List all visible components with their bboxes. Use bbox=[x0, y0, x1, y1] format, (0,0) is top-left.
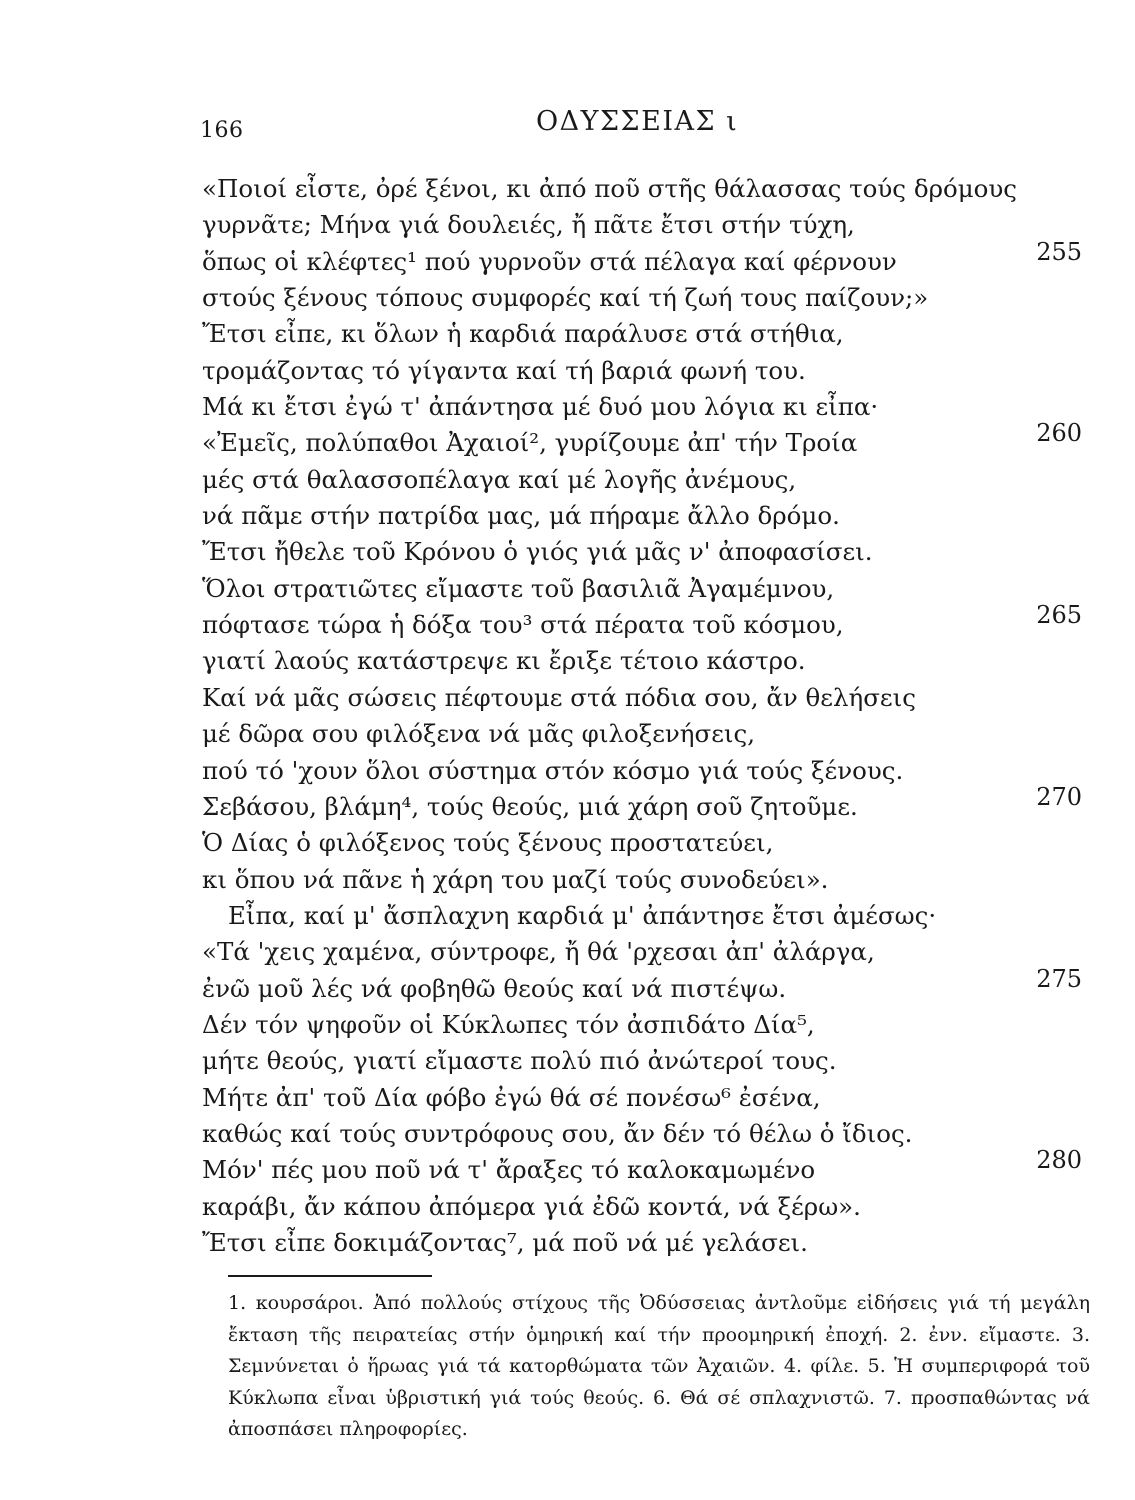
verse-line bbox=[202, 753, 1082, 789]
verse-line bbox=[202, 1189, 1082, 1225]
line-number: 255 bbox=[1036, 237, 1082, 266]
line-number: 270 bbox=[1036, 782, 1082, 811]
verse-text: τρομάζοντας τό γίγαντα καί τή βαριά φωνή του. bbox=[202, 355, 806, 385]
verse-line bbox=[202, 1146, 1082, 1188]
verse-text: Δέν τόν ψηφοῦν οἱ Κύκλωπες τόν ἀσπιδάτο Δία⁵, bbox=[202, 1009, 815, 1039]
verse-text: μήτε θεούς, γιατί εἴμαστε πολύ πιό ἀνώτεροί τους. bbox=[202, 1046, 837, 1076]
verse-text: γιατί λαούς κατάστρεψε κι ἔριξε τέτοιο κάστρο. bbox=[202, 646, 806, 676]
page-number: 166 bbox=[200, 118, 244, 143]
verse-line bbox=[202, 571, 1082, 607]
verse-line bbox=[202, 1043, 1082, 1079]
verse-line bbox=[202, 964, 1082, 1007]
verse-line bbox=[202, 237, 1082, 280]
line-number: 265 bbox=[1036, 601, 1082, 630]
running-head: ΟΔΥΣΣΕΙΑΣ ι bbox=[536, 106, 739, 137]
verse-text: ἐνῶ μοῦ λές νά φοβηθῶ θεούς καί νά πιστέψω. bbox=[202, 973, 787, 1003]
verse-text: στούς ξένους τόπους συμφορές καί τή ζωή τους παίζουν;» bbox=[202, 283, 929, 313]
verse-line bbox=[202, 680, 1082, 716]
verse-text: ὅπως οἱ κλέφτες¹ πού γυρνοῦν στά πέλαγα καί φέρνουν bbox=[202, 246, 897, 276]
verse-line bbox=[202, 171, 1082, 207]
line-number: 260 bbox=[1036, 419, 1082, 448]
verse-line bbox=[202, 898, 1082, 934]
verse-text: καθώς καί τούς συντρόφους σου, ἄν δέν τό θέλω ὁ ἴδιος. bbox=[202, 1118, 913, 1148]
verse-line bbox=[202, 389, 1082, 425]
line-number: 280 bbox=[1036, 1146, 1082, 1175]
verse-line bbox=[202, 419, 1082, 461]
verse-line bbox=[202, 1080, 1082, 1116]
verse-text: Μήτε ἀπ' τοῦ Δία φόβο ἐγώ θά σέ πονέσω⁶ ἐσένα, bbox=[202, 1082, 821, 1112]
verse-text: Καί νά μᾶς σώσεις πέφτουμε στά πόδια σου, ἄν θελήσεις bbox=[202, 682, 916, 712]
verse-text: Μόν' πές μου ποῦ νά τ' ἄραξες τό καλοκαμωμένο bbox=[202, 1155, 816, 1185]
verse-text: Ἔτσι ἤθελε τοῦ Κρόνου ὁ γιός γιά μᾶς ν' ἀποφασίσει. bbox=[202, 537, 873, 567]
verse-text: κι ὅπου νά πᾶνε ἡ χάρη του μαζί τούς συνοδεύει». bbox=[202, 864, 829, 894]
verse-text: Μά κι ἔτσι ἐγώ τ' ἀπάντησα μέ δυό μου λόγια κι εἶπα· bbox=[202, 392, 879, 422]
verse-text: «Ἐμεῖς, πολύπαθοι Ἀχαιοί², γυρίζουμε ἀπ' τήν Τροία bbox=[202, 428, 858, 458]
verse-text: Ὅλοι στρατιῶτες εἴμαστε τοῦ βασιλιᾶ Ἀγαμέμνου, bbox=[202, 573, 835, 603]
verse-line bbox=[202, 1116, 1082, 1152]
verse-text: μέ δῶρα σου φιλόξενα νά μᾶς φιλοξενήσεις, bbox=[202, 719, 756, 749]
verse-text: καράβι, ἄν κάπου ἀπόμερα γιά ἐδῶ κοντά, νά ξέρω». bbox=[202, 1191, 861, 1221]
verse-line bbox=[202, 1225, 1082, 1261]
footnotes-text: 1. κουρσάροι. Ἀπό πολλούς στίχους τῆς Ὀδύσσειας ἀντλοῦμε εἰδήσεις γιά τή μεγάλη ἔκταση τῆς πειρατείας στήν ὁμηρική καί τήν προομηρική ἐποχή. 2. ἐνν. εἴμαστε. 3. Σεμνύνεται ὁ ἥρωας γιά τά κατορθώματα τῶν Ἀχαιῶν. 4. φίλε. 5. Ἡ συμπεριφορά τοῦ Κύκλωπα εἶναι ὑβριστική γιά τούς θεούς. 6. Θά σέ σπλαχνιστῶ. 7. προσπαθώντας νά ἀποσπάσει πληροφορίες. bbox=[228, 1292, 1090, 1440]
footnotes bbox=[228, 1288, 1090, 1446]
verse-line bbox=[202, 862, 1082, 898]
verse-text: «Ποιοί εἶστε, ὀρέ ξένοι, κι ἀπό ποῦ στῆς θάλασσας τούς δρόμους bbox=[202, 174, 1018, 203]
verse-line bbox=[202, 643, 1082, 679]
verse-line bbox=[202, 716, 1082, 752]
verse-text: «Τά 'χεις χαμένα, σύντροφε, ἤ θά 'ρχεσαι ἀπ' ἀλάργα, bbox=[202, 937, 875, 967]
verse-text: νά πᾶμε στήν πατρίδα μας, μά πήραμε ἄλλο δρόμο. bbox=[202, 501, 840, 531]
verse-line bbox=[202, 462, 1082, 498]
verse-line bbox=[202, 601, 1082, 643]
verse-line bbox=[202, 316, 1082, 352]
verse-text: Σεβάσου, βλάμη⁴, τούς θεούς, μιά χάρη σοῦ ζητοῦμε. bbox=[202, 791, 858, 821]
verse-line bbox=[202, 207, 1082, 243]
footnote-rule bbox=[228, 1275, 432, 1277]
verse-text: Ἔτσι εἶπε δοκιμάζοντας⁷, μά ποῦ νά μέ γελάσει. bbox=[202, 1227, 808, 1257]
verse-line bbox=[202, 934, 1082, 970]
verse-line bbox=[202, 782, 1082, 825]
verse-line bbox=[202, 498, 1082, 534]
verse-text: πού τό 'χουν ὅλοι σύστημα στόν κόσμο γιά τούς ξένους. bbox=[202, 755, 904, 785]
verse-text: Ἔτσι εἶπε, κι ὅλων ἡ καρδιά παράλυσε στά στήθια, bbox=[202, 319, 844, 349]
verse-line bbox=[202, 353, 1082, 389]
verse-line bbox=[202, 534, 1082, 570]
verse-line bbox=[202, 1007, 1082, 1043]
verse-text: μές στά θαλασσοπέλαγα καί μέ λογῆς ἀνέμους, bbox=[202, 464, 797, 494]
line-number: 275 bbox=[1036, 964, 1082, 993]
verse-line bbox=[202, 825, 1082, 861]
verse-text: γυρνᾶτε; Μήνα γιά δουλειές, ἤ πᾶτε ἔτσι στήν τύχη, bbox=[202, 210, 855, 240]
verse-text: πόφτασε τώρα ἡ δόξα του³ στά πέρατα τοῦ κόσμου, bbox=[202, 610, 844, 640]
verse-text: Εἶπα, καί μ' ἄσπλαχνη καρδιά μ' ἀπάντησε ἔτσι ἀμέσως· bbox=[228, 900, 937, 930]
verse-block bbox=[202, 171, 1082, 1261]
verse-line bbox=[202, 280, 1082, 316]
verse-text: Ὁ Δίας ὁ φιλόξενος τούς ξένους προστατεύει, bbox=[202, 828, 774, 858]
